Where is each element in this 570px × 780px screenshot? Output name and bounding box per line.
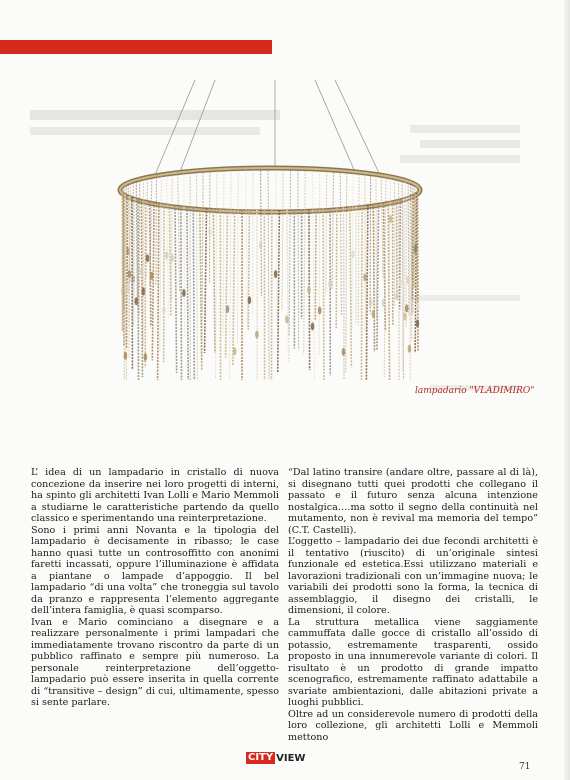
- paragraph: L’oggetto – lampadario dei due fecondi architetti è il tentativo (riuscito) di un’originale sintesi funzionale ed estetica.Essi utilizzano materiali e lavorazioni tradizionali con un’immagine nuova; le variabili dei prodotti sono la forma, la tecnica di assemblaggio, il disegno dei cristalli, le dimensioni, il colore.: [288, 536, 538, 616]
- paragraph: La struttura metallica viene saggiamente cammuffata dalle gocce di cristallo all’ossido di potassio, estremamente trasparenti, ossido proposto in una innumerevole variante di colori. Il risultato è un prodotto di grande impatto scenografico, estremamente raffinato adattabile a svariate ambientazioni, dalle abitazioni private a luoghi pubblici.: [288, 616, 538, 708]
- red-header-bar: [0, 40, 272, 54]
- photo-caption: lampadario "VLADIMIRO": [415, 386, 535, 396]
- article-column-left: [31, 467, 279, 709]
- paragraph: L’ idea di un lampadario in cristallo di nuova concezione da inserire nei loro progetti di interni, ha spinto gli architetti Ivan Lolli e Mario Memmoli a studiarne le caratteristiche partendo da quello classico e sperimentando una reinterpretazione.: [31, 467, 279, 524]
- paragraph: Sono i primi anni Novanta e la tipologia del lampadario è decisamente in ribasso; le case hanno quasi tutte un controsoffitto con anonimi faretti incassati, oppure l’illuminazione è affidata a piantane o lampade d’appoggio. Il bel lampadario “di una volta” che troneggia sul tavolo da pranzo e rappresenta l’elemento aggregante dell’intera famiglia, è quasi scomparso.: [31, 524, 279, 616]
- paragraph: Ivan e Mario cominciano a disegnare e a realizzare personalmente i primi lampadari che immediatamente trovano riscontro da parte di un pubblico raffinato e sempre più numeroso. La personale reinterpretazione dell’oggetto-lampadario può essere inserita in quella corrente di “transitive – design” di cui, ultimamente, spesso si sente parlare.: [31, 616, 279, 708]
- paragraph: Oltre ad un considerevole numero di prodotti della loro collezione, gli architetti Lolli e Memmoli mettono: [288, 708, 538, 743]
- chandelier-photo: [110, 80, 430, 380]
- logo-view-text: VIEW: [276, 752, 306, 764]
- paragraph: “Dal latino transire (andare oltre, passare al di là), si disegnano tutti quei prodotti che collegano il passato e il futuro senza alcuna intenzione nostalgica….ma sotto il segno della continuità nel mutamento, non è revival ma memoria del tempo” (C.T. Castelli).: [288, 467, 538, 536]
- article-column-right: [288, 467, 538, 743]
- page-edge-shadow: [564, 0, 570, 780]
- page-number: 71: [519, 762, 531, 772]
- cityview-logo: [246, 752, 305, 764]
- logo-city-text: CITY: [248, 752, 274, 763]
